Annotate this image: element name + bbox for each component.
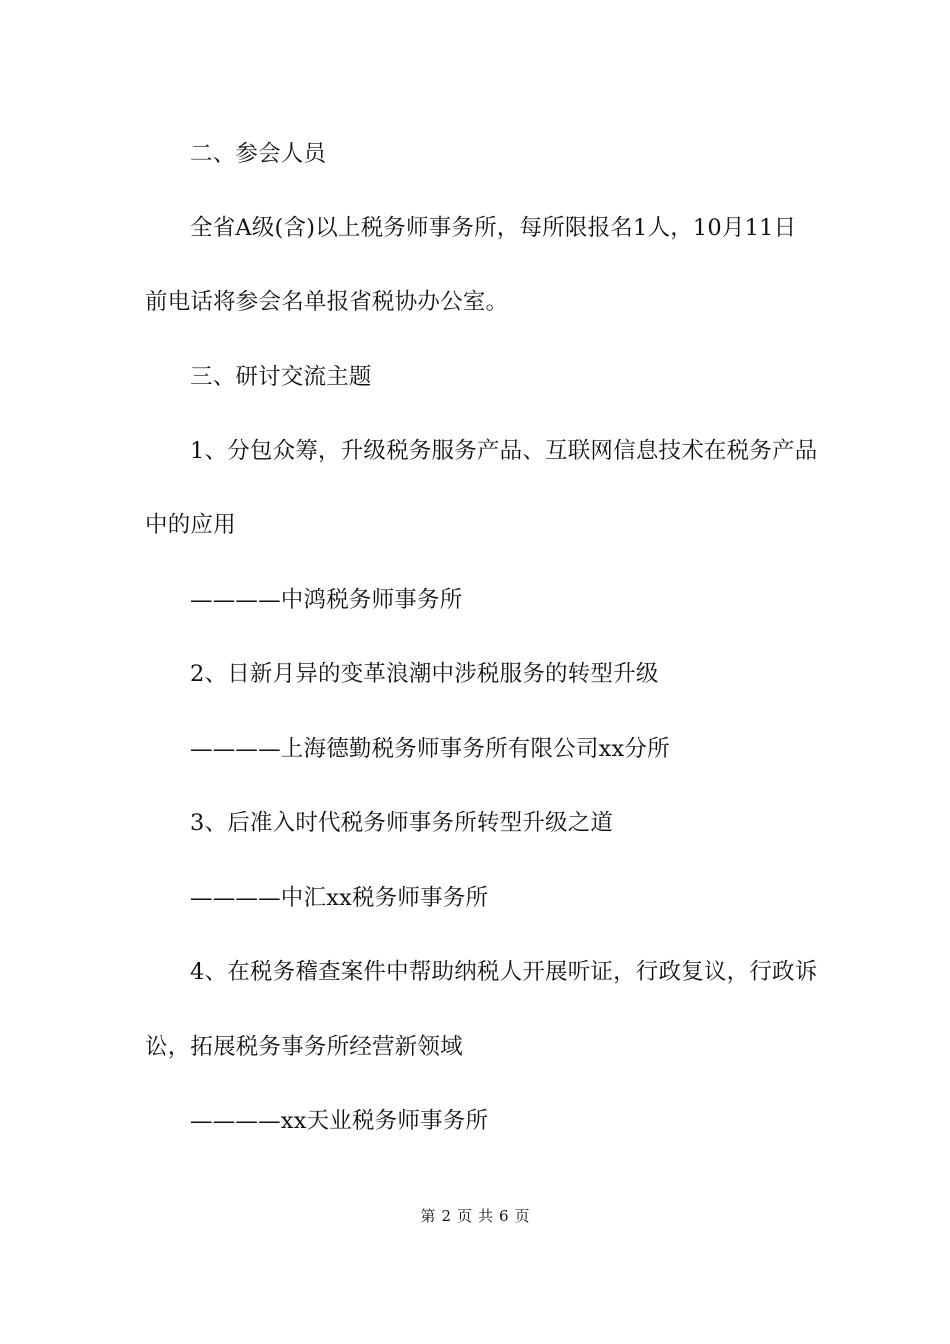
section-heading-topics: 三、研讨交流主题 — [190, 364, 372, 390]
topic-1-line-2: 中的应用 — [145, 512, 236, 538]
topic-1-line-1: 1、分包众筹，升级税务服务产品、互联网信息技术在税务产品 — [190, 438, 818, 464]
topic-4-line-1: 4、在税务稽查案件中帮助纳税人开展听证，行政复议，行政诉 — [190, 959, 818, 985]
attendees-paragraph-line-1: 全省A级(含)以上税务师事务所，每所限报名1人，10月11日 — [190, 215, 797, 241]
topic-3: 3、后准入时代税务师事务所转型升级之道 — [190, 810, 614, 836]
topic-4-presenter: ————xx天业税务师事务所 — [190, 1108, 489, 1134]
topic-2-presenter: ————上海德勤税务师事务所有限公司xx分所 — [190, 736, 670, 762]
topic-4-line-2: 讼，拓展税务事务所经营新领域 — [145, 1034, 463, 1060]
footer-page-word: 页 — [456, 1207, 472, 1225]
footer-suffix: 页 — [514, 1207, 530, 1225]
page-footer — [0, 1206, 950, 1226]
footer-total-pages: 6 — [499, 1207, 509, 1225]
topic-2: 2、日新月异的变革浪潮中涉税服务的转型升级 — [190, 661, 659, 687]
footer-total-word: 共 — [478, 1207, 494, 1225]
topic-1-presenter: ————中鸿税务师事务所 — [190, 587, 463, 613]
attendees-paragraph-line-2: 前电话将参会名单报省税协办公室。 — [145, 289, 509, 315]
footer-current-page: 2 — [441, 1207, 451, 1225]
topic-3-presenter: ————中汇xx税务师事务所 — [190, 885, 489, 911]
footer-prefix: 第 — [420, 1207, 436, 1225]
section-heading-attendees: 二、参会人员 — [190, 141, 327, 167]
